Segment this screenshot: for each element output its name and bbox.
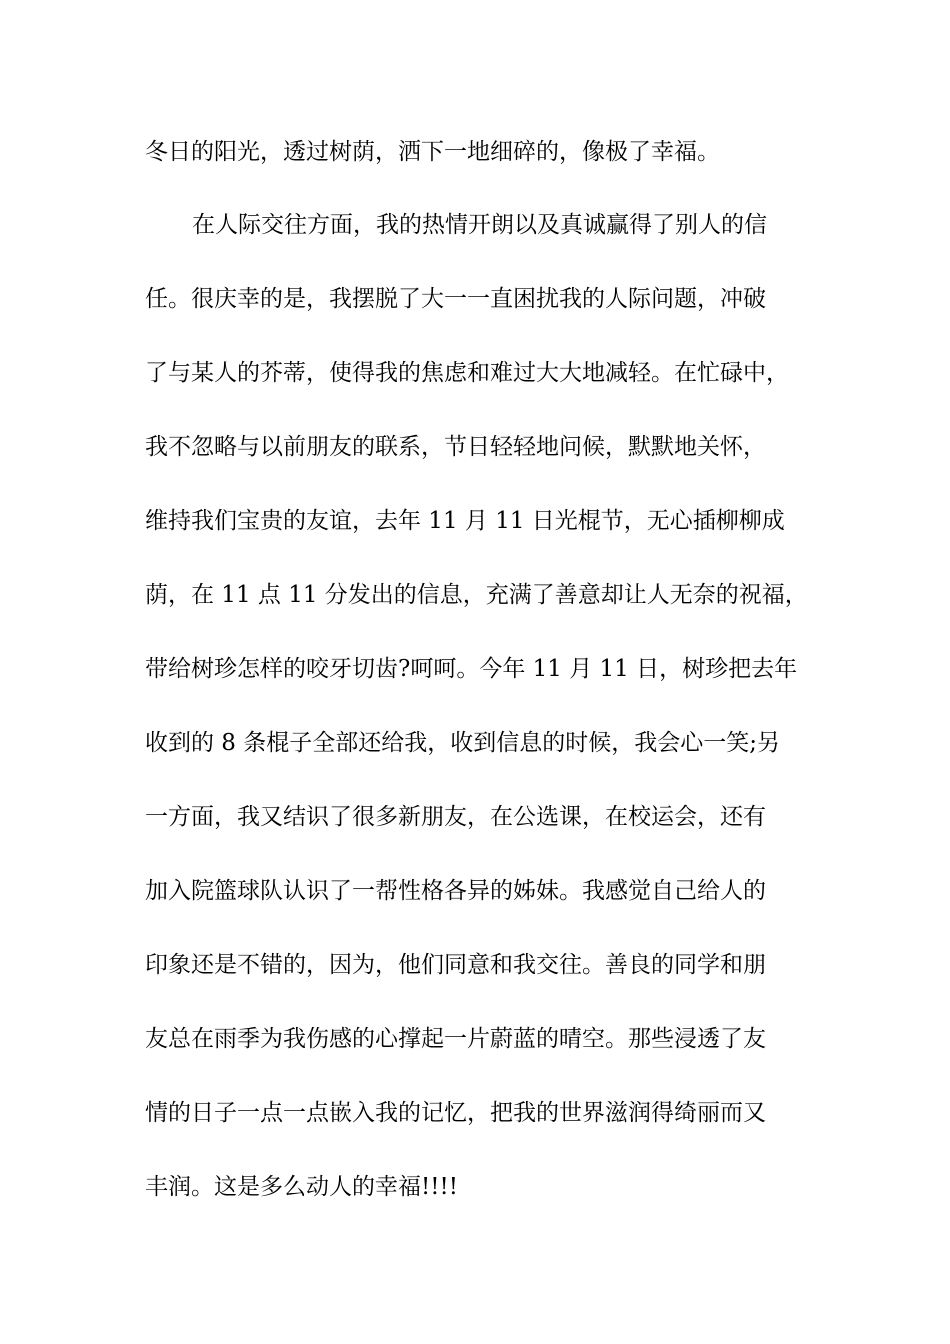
text-line: 印象还是不错的，因为，他们同意和我交往。善良的同学和朋 xyxy=(145,952,766,978)
text-line: 加入院篮球队认识了一帮性格各异的姊妹。我感觉自己给人的 xyxy=(145,878,766,904)
text-line: 收到的 8 条棍子全部还给我，收到信息的时候，我会心一笑;另 xyxy=(145,730,781,756)
text-line: 我不忽略与以前朋友的联系，节日轻轻地问候，默默地关怀， xyxy=(145,434,766,460)
text-line: 荫，在 11 点 11 分发出的信息，充满了善意却让人无奈的祝福， xyxy=(145,582,808,608)
text-line: 任。很庆幸的是，我摆脱了大一一直困扰我的人际问题，冲破 xyxy=(145,286,766,312)
text-line: 情的日子一点一点嵌入我的记忆，把我的世界滋润得绮丽而又 xyxy=(145,1100,766,1126)
paragraph-first-line: 在人际交往方面，我的热情开朗以及真诚赢得了别人的信 xyxy=(192,212,767,238)
text-line: 一方面，我又结识了很多新朋友，在公选课，在校运会，还有 xyxy=(145,804,766,830)
text-line: 友总在雨季为我伤感的心撑起一片蔚蓝的晴空。那些浸透了友 xyxy=(145,1026,766,1052)
text-line: 冬日的阳光，透过树荫，洒下一地细碎的，像极了幸福。 xyxy=(145,139,720,165)
text-line: 带给树珍怎样的咬牙切齿?呵呵。今年 11 月 11 日，树珍把去年 xyxy=(145,656,798,682)
text-line: 维持我们宝贵的友谊，去年 11 月 11 日光棍节，无心插柳柳成 xyxy=(145,508,785,534)
text-line: 丰润。这是多么动人的幸福!!!! xyxy=(145,1174,458,1200)
text-line: 了与某人的芥蒂，使得我的焦虑和难过大大地减轻。在忙碌中， xyxy=(145,360,789,386)
